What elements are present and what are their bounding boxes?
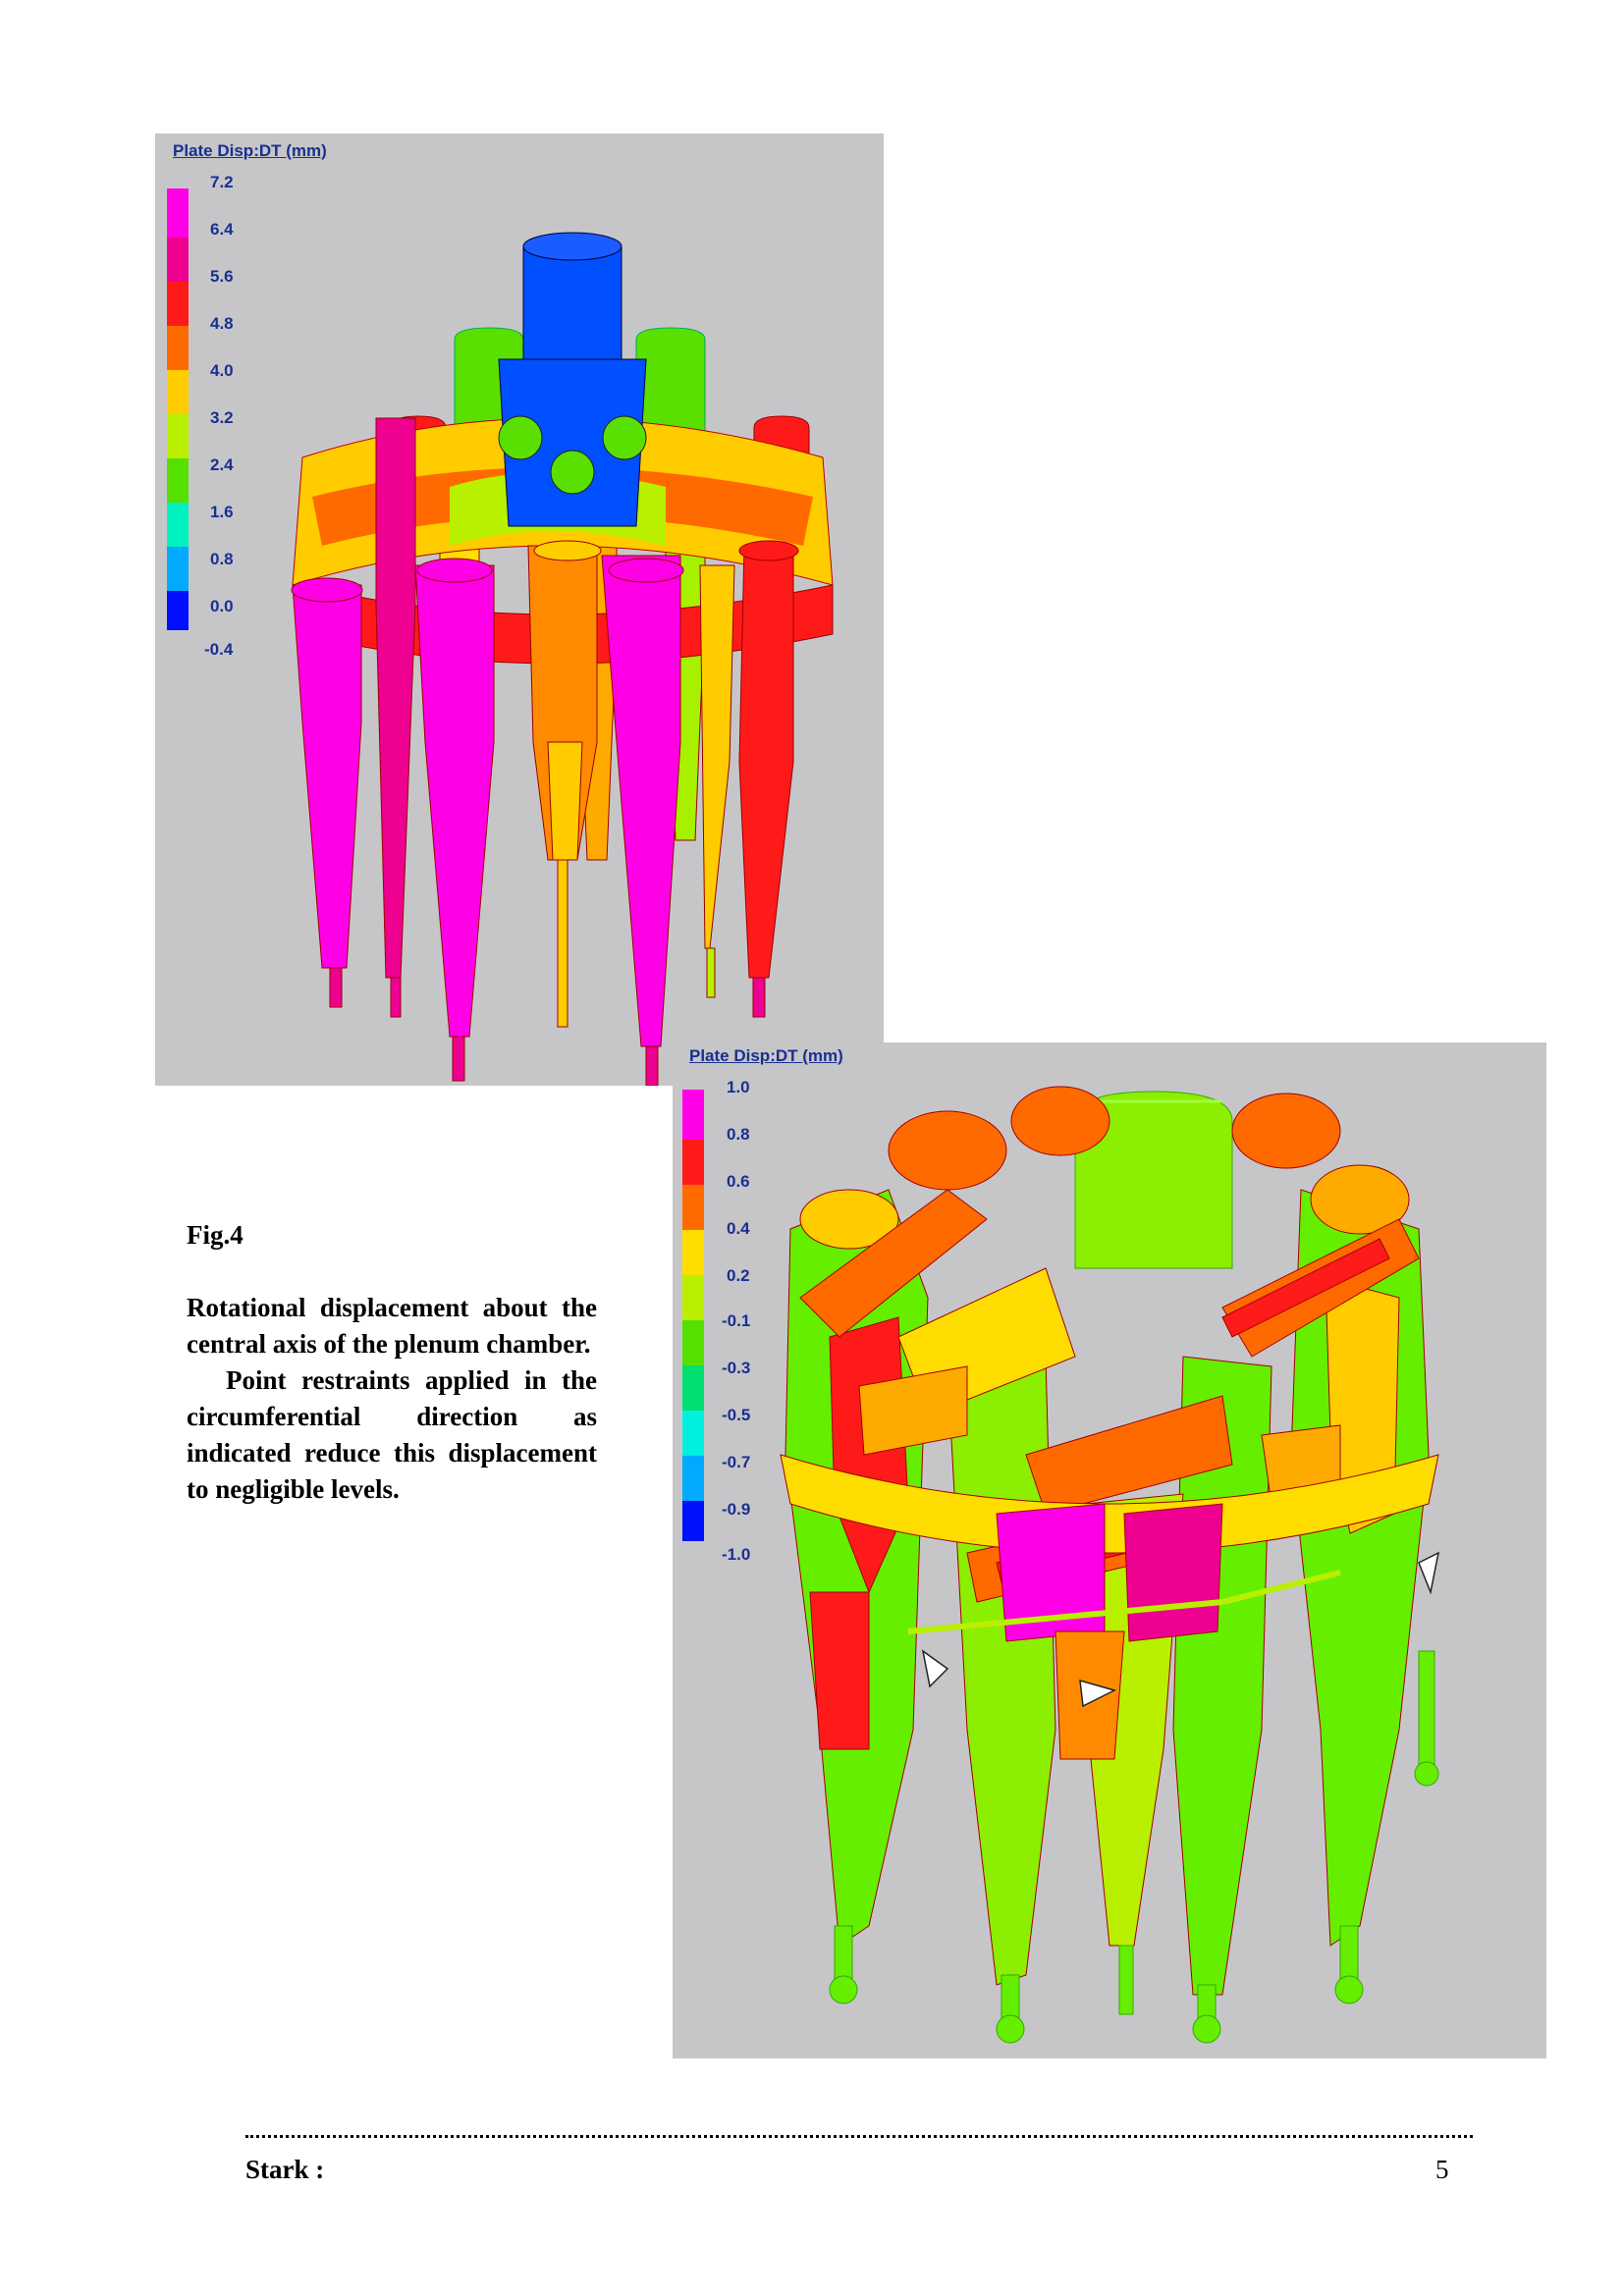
legend-label: 0.4 [727,1219,750,1238]
legend-label: 2.4 [210,455,234,474]
footer-author: Stark : [245,2155,325,2184]
fea-plot-rotational-displacement [155,133,884,1086]
legend-label: 6.4 [210,220,234,239]
legend-label: -0.3 [722,1359,751,1377]
legend-title: Plate Disp:DT (mm) [689,1046,843,1065]
legend-label: 5.6 [210,267,234,286]
legend-label: -0.5 [722,1406,751,1424]
cyclone-assembly-model [673,1042,1546,2058]
legend-title: Plate Disp:DT (mm) [173,141,327,160]
caption-paragraph: Point restraints applied in the circumferential direction as indicated reduce this displacement to negligible levels. [187,1365,597,1504]
cyclone-assembly-model [155,133,884,1086]
legend-label: -0.9 [722,1500,751,1519]
legend-label: 0.6 [727,1172,750,1191]
footer-divider [245,2135,1473,2138]
legend-label: 3.2 [210,408,234,427]
legend-label: 0.0 [210,597,234,615]
fea-plot-restrained-displacement [673,1042,1546,2058]
caption-paragraph: Rotational displacement about the central axis of the plenum chamber. [187,1293,597,1359]
legend-label: -0.1 [722,1311,751,1330]
figure-label: Fig.4 [187,1220,243,1250]
legend-label: -0.4 [204,640,234,659]
legend-label: 0.2 [727,1266,750,1285]
legend-label: 7.2 [210,173,234,191]
legend-label: -0.7 [722,1453,751,1471]
legend-label: -1.0 [722,1545,751,1564]
legend-label: 4.8 [210,314,234,333]
legend-label: 1.0 [727,1078,750,1096]
legend-label: 1.6 [210,503,234,521]
legend-label: 4.0 [210,361,234,380]
legend-label: 0.8 [210,550,234,568]
page-number: 5 [1435,2155,1449,2184]
legend-label: 0.8 [727,1125,750,1144]
figure-caption [187,1217,597,1508]
